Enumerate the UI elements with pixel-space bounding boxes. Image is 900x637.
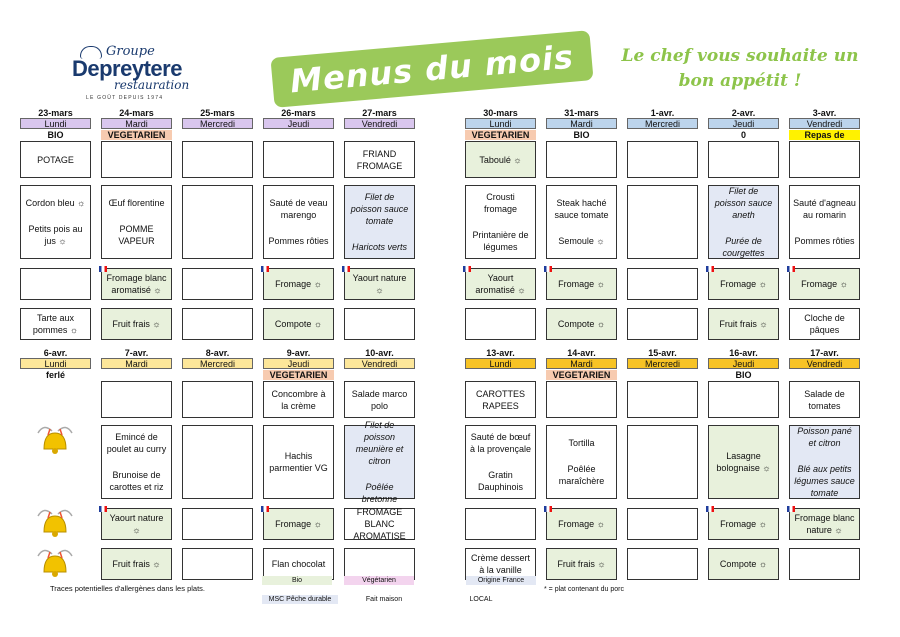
day-date: 17-avr. xyxy=(810,348,839,358)
menu-cell xyxy=(101,425,172,499)
menu-item: Fromage blanc aromatisé ☼ xyxy=(106,273,167,295)
menu-cell xyxy=(627,508,698,540)
menu-cell xyxy=(627,268,698,300)
allergen-note: Traces potentielles d'allergènes dans les plats. xyxy=(50,584,205,593)
menu-cell xyxy=(465,308,536,340)
menu-cell xyxy=(101,308,172,340)
legend-fait-maison: Fait maison xyxy=(365,596,403,603)
menu-cell xyxy=(101,185,172,259)
menu-cell xyxy=(465,508,536,540)
menu-cell xyxy=(20,185,91,259)
menu-cell xyxy=(546,381,617,418)
day-label: 0 xyxy=(708,130,779,140)
menu-item xyxy=(660,159,666,161)
day-label: BIO xyxy=(20,130,91,140)
menu-item: Salade de tomates xyxy=(804,388,845,411)
menu-cell xyxy=(546,185,617,259)
menu-item xyxy=(660,283,666,285)
day-label: BIO xyxy=(708,370,779,380)
menu-item: Emincé de poulet au curry xyxy=(106,432,167,454)
menu-item: Poêlée bretonne xyxy=(361,482,398,504)
menu-item: Poêlée maraîchère xyxy=(558,464,605,486)
menu-item: Fruit frais ☼ xyxy=(112,319,161,329)
menu-cell xyxy=(101,548,172,580)
menu-cell xyxy=(627,185,698,259)
menu-cell xyxy=(465,185,536,259)
easter-bell-icon xyxy=(34,415,76,457)
menu-item: Blé aux petits légumes sauce tomate xyxy=(794,464,855,498)
menu-item xyxy=(660,461,666,463)
menu-item: Cordon bleu ☼ xyxy=(25,198,86,208)
day-label xyxy=(627,370,698,380)
legend-msc: MSC Pêche durable xyxy=(262,595,338,604)
menu-cell xyxy=(708,268,779,300)
menu-item xyxy=(660,523,666,525)
menu-item: Crème dessert à la vanille xyxy=(470,553,531,575)
easter-bell-icon xyxy=(34,538,76,580)
menu-cell xyxy=(344,381,415,418)
menu-cell xyxy=(708,185,779,259)
menu-item: Tortilla xyxy=(568,438,595,448)
menu-item: Filet de poisson meunière et citron xyxy=(355,420,404,466)
day-name: Mardi xyxy=(546,358,617,369)
day-date: 16-avr. xyxy=(729,348,758,358)
company-logo xyxy=(72,44,202,104)
french-flag-icon xyxy=(706,506,714,512)
menu-item: Filet de poisson sauce tomate xyxy=(350,192,409,226)
menu-item xyxy=(215,221,221,223)
day-name: Jeudi xyxy=(708,358,779,369)
menu-item xyxy=(215,159,221,161)
menu-item: POMME VAPEUR xyxy=(118,224,155,246)
menu-cell xyxy=(465,141,536,178)
menu-cell xyxy=(708,425,779,499)
menu-cell xyxy=(263,508,334,540)
menu-cell xyxy=(344,185,415,259)
menu-item xyxy=(660,323,666,325)
day-name: Vendredi xyxy=(789,358,860,369)
day-name: Mercredi xyxy=(627,118,698,129)
menu-cell xyxy=(101,268,172,300)
day-label: VEGETARIEN xyxy=(465,130,536,140)
day-date: 9-avr. xyxy=(286,348,311,358)
menu-item: Semoule ☼ xyxy=(558,236,605,246)
menu-cell xyxy=(627,141,698,178)
menu-cell xyxy=(182,268,253,300)
menu-item: Salade marco polo xyxy=(351,388,408,411)
day-label: BIO xyxy=(546,130,617,140)
day-name: Lundi xyxy=(20,118,91,129)
day-label: ferlé xyxy=(20,370,91,380)
menu-cell xyxy=(182,141,253,178)
day-name: Mercredi xyxy=(627,358,698,369)
menu-item: Gratin Dauphinois xyxy=(477,470,524,492)
day-date: 24-mars xyxy=(119,108,154,118)
menu-item: Poisson pané et citron xyxy=(797,426,852,448)
menu-item xyxy=(741,399,747,401)
menu-item: Sauté d'agneau au romarin xyxy=(793,198,856,220)
day-name: Mardi xyxy=(546,118,617,129)
menu-cell xyxy=(546,425,617,499)
day-label xyxy=(789,370,860,380)
menu-item: Sauté de veau marengo xyxy=(269,198,328,220)
french-flag-icon xyxy=(787,266,795,272)
slogan: Le chef vous souhaite un bon appétit ! xyxy=(621,46,859,91)
menu-cell xyxy=(263,268,334,300)
day-name: Jeudi xyxy=(708,118,779,129)
day-name: Vendredi xyxy=(344,358,415,369)
day-label xyxy=(263,130,334,140)
menu-cell xyxy=(546,268,617,300)
menu-cell xyxy=(263,185,334,259)
menu-cell xyxy=(789,425,860,499)
menu-cell xyxy=(708,141,779,178)
menu-cell xyxy=(627,381,698,418)
menu-item xyxy=(215,399,221,401)
legend-origine: Origine France xyxy=(466,576,536,585)
day-label xyxy=(344,370,415,380)
menu-item: FROMAGE BLANC AROMATISE xyxy=(353,507,406,541)
day-label xyxy=(465,370,536,380)
menu-item xyxy=(215,563,221,565)
menu-cell xyxy=(789,381,860,418)
day-name: Mardi xyxy=(101,118,172,129)
menu-item: Petits pois au jus ☼ xyxy=(28,224,83,246)
menu-item: Fromage ☼ xyxy=(558,279,605,289)
menu-item: Printanière de légumes xyxy=(472,230,529,252)
menu-item xyxy=(134,399,140,401)
menu-item: Fromage ☼ xyxy=(275,279,322,289)
day-label: VEGETARIEN xyxy=(101,130,172,140)
logo-brand: Depreytere xyxy=(72,56,182,81)
menu-cell xyxy=(789,308,860,340)
menu-cell xyxy=(20,268,91,300)
menu-cell xyxy=(546,141,617,178)
menu-cell xyxy=(263,381,334,418)
day-name: Lundi xyxy=(465,118,536,129)
day-name: Mercredi xyxy=(182,118,253,129)
french-flag-icon xyxy=(544,266,552,272)
day-label: VEGETARIEN xyxy=(546,370,617,380)
menu-item: Steak haché sauce tomate xyxy=(554,198,609,220)
day-date: 15-avr. xyxy=(648,348,677,358)
menu-cell xyxy=(182,548,253,580)
day-name: Jeudi xyxy=(263,118,334,129)
menu-item: Lasagne bolognaise ☼ xyxy=(716,451,771,473)
day-date: 25-mars xyxy=(200,108,235,118)
menu-cell xyxy=(344,508,415,540)
menu-item xyxy=(822,159,828,161)
legend-porc: * = plat contenant du porc xyxy=(544,586,624,593)
menu-item xyxy=(215,323,221,325)
menu-item: Flan chocolat xyxy=(271,559,326,569)
menu-item: Fromage blanc nature ☼ xyxy=(794,513,855,535)
menu-item: Fromage ☼ xyxy=(720,519,767,529)
menu-cell xyxy=(546,508,617,540)
menu-cell xyxy=(101,381,172,418)
menu-cell xyxy=(627,308,698,340)
menu-item xyxy=(660,221,666,223)
menu-item: FRIAND FROMAGE xyxy=(356,148,403,171)
menu-item: Yaourt nature ☼ xyxy=(352,273,407,295)
day-name: Mercredi xyxy=(182,358,253,369)
day-label xyxy=(101,370,172,380)
legend-bio: Bio xyxy=(262,576,332,585)
page-title: Menus du mois xyxy=(288,37,576,101)
day-date: 13-avr. xyxy=(486,348,515,358)
menu-item: Sauté de bœuf à la provençale xyxy=(469,432,532,454)
menu-item: Haricots verts xyxy=(351,242,407,252)
logo-resto: restauration xyxy=(114,78,190,92)
menu-item: Fromage ☼ xyxy=(801,279,848,289)
day-date: 31-mars xyxy=(564,108,599,118)
menu-item: Œuf florentine xyxy=(108,198,165,208)
menu-cell xyxy=(182,185,253,259)
menu-item: Compote ☼ xyxy=(719,559,768,569)
day-date: 27-mars xyxy=(362,108,397,118)
french-flag-icon xyxy=(787,506,795,512)
menu-cell xyxy=(344,420,415,504)
french-flag-icon xyxy=(706,266,714,272)
menu-item: Fruit frais ☼ xyxy=(557,559,606,569)
day-date: 23-mars xyxy=(38,108,73,118)
menu-item: Cloche de pâques xyxy=(804,313,845,335)
logo-groupe: Groupe xyxy=(106,44,155,59)
menu-cell xyxy=(344,141,415,178)
day-date: 1-avr. xyxy=(650,108,675,118)
menu-cell xyxy=(789,185,860,259)
french-flag-icon xyxy=(261,266,269,272)
day-date: 7-avr. xyxy=(124,348,149,358)
menu-cell xyxy=(101,508,172,540)
menu-item: Tarte aux pommes ☼ xyxy=(32,313,79,335)
day-name: Lundi xyxy=(465,358,536,369)
day-date: 10-avr. xyxy=(365,348,394,358)
menu-item xyxy=(741,159,747,161)
menu-item xyxy=(215,283,221,285)
menu-item xyxy=(215,461,221,463)
menu-item: Pommes rôties xyxy=(268,236,329,246)
day-label: VEGETARIEN xyxy=(263,370,334,380)
menu-item: POTAGE xyxy=(37,154,74,165)
menu-cell xyxy=(182,425,253,499)
menu-item: Yaourt nature ☼ xyxy=(109,513,164,535)
menu-item xyxy=(498,323,504,325)
menu-item: Fromage ☼ xyxy=(720,279,767,289)
menu-item: Pommes rôties xyxy=(794,236,855,246)
menu-cell xyxy=(182,508,253,540)
day-date: 30-mars xyxy=(483,108,518,118)
menu-item: Fruit frais ☼ xyxy=(719,319,768,329)
day-name: Vendredi xyxy=(344,118,415,129)
day-label xyxy=(182,130,253,140)
menu-cell xyxy=(465,425,536,499)
legend-vegetarien: Végétarien xyxy=(344,576,414,585)
menu-item xyxy=(579,159,585,161)
menu-item: Compote ☼ xyxy=(557,319,606,329)
menu-cell xyxy=(708,381,779,418)
french-flag-icon xyxy=(261,506,269,512)
french-flag-icon xyxy=(99,266,107,272)
menu-cell xyxy=(263,308,334,340)
menu-cell xyxy=(182,381,253,418)
menu-item xyxy=(53,283,59,285)
menu-cell xyxy=(263,425,334,499)
day-name: Jeudi xyxy=(263,358,334,369)
french-flag-icon xyxy=(342,266,350,272)
menu-item: CAROTTES RAPEES xyxy=(475,388,525,411)
menu-cell xyxy=(708,308,779,340)
bell-decoration xyxy=(34,538,76,585)
menu-item xyxy=(579,399,585,401)
menu-item: Purée de courgettes xyxy=(722,236,765,258)
menu-cell xyxy=(101,141,172,178)
day-date: 26-mars xyxy=(281,108,316,118)
logo-tagline: LE GOÛT DEPUIS 1974 xyxy=(86,95,164,101)
menu-item: Compote ☼ xyxy=(274,319,323,329)
day-date: 14-avr. xyxy=(567,348,596,358)
menu-item xyxy=(134,159,140,161)
day-name: Lundi xyxy=(20,358,91,369)
menu-item: Fruit frais ☼ xyxy=(112,559,161,569)
day-date: 8-avr. xyxy=(205,348,230,358)
day-label: Repas de xyxy=(789,130,860,140)
menu-item xyxy=(822,563,828,565)
menu-cell xyxy=(627,548,698,580)
menu-item xyxy=(377,563,383,565)
menu-item xyxy=(498,523,504,525)
menu-item: Yaourt aromatisé ☼ xyxy=(475,273,526,295)
menu-cell xyxy=(20,308,91,340)
menu-item: Crousti fromage xyxy=(483,192,518,214)
menu-item: Hachis parmentier VG xyxy=(269,451,328,473)
french-flag-icon xyxy=(544,506,552,512)
menu-cell xyxy=(789,548,860,580)
menu-cell xyxy=(789,141,860,178)
menu-item: Filet de poisson sauce aneth xyxy=(714,186,773,220)
day-date: 2-avr. xyxy=(731,108,756,118)
menu-cell xyxy=(789,268,860,300)
menu-cell xyxy=(708,508,779,540)
day-label xyxy=(627,130,698,140)
menu-cell xyxy=(465,381,536,418)
menu-item xyxy=(660,563,666,565)
french-flag-icon xyxy=(99,506,107,512)
menu-item: Concombre à la crème xyxy=(271,388,326,411)
menu-item xyxy=(296,159,302,161)
day-label xyxy=(344,130,415,140)
menu-item: Fromage ☼ xyxy=(275,519,322,529)
menu-item: Fromage ☼ xyxy=(558,519,605,529)
menu-item: Brunoise de carottes et riz xyxy=(109,470,164,492)
menu-item xyxy=(215,523,221,525)
day-date: 3-avr. xyxy=(812,108,837,118)
menu-cell xyxy=(789,508,860,540)
legend-local: LOCAL xyxy=(469,596,493,603)
french-flag-icon xyxy=(463,266,471,272)
menu-cell xyxy=(344,268,415,300)
menu-cell xyxy=(344,308,415,340)
easter-bell-icon xyxy=(34,498,76,540)
menu-cell xyxy=(546,308,617,340)
bell-decoration xyxy=(34,415,76,462)
day-name: Vendredi xyxy=(789,118,860,129)
day-name: Mardi xyxy=(101,358,172,369)
menu-cell xyxy=(20,141,91,178)
day-date: 6-avr. xyxy=(43,348,68,358)
menu-cell xyxy=(263,141,334,178)
menu-cell xyxy=(182,308,253,340)
menu-item xyxy=(377,323,383,325)
day-label xyxy=(182,370,253,380)
menu-item: Taboulé ☼ xyxy=(479,154,522,165)
title-banner xyxy=(270,30,593,108)
menu-cell xyxy=(546,548,617,580)
menu-cell xyxy=(627,425,698,499)
menu-item xyxy=(660,399,666,401)
menu-cell xyxy=(708,548,779,580)
menu-cell xyxy=(465,268,536,300)
